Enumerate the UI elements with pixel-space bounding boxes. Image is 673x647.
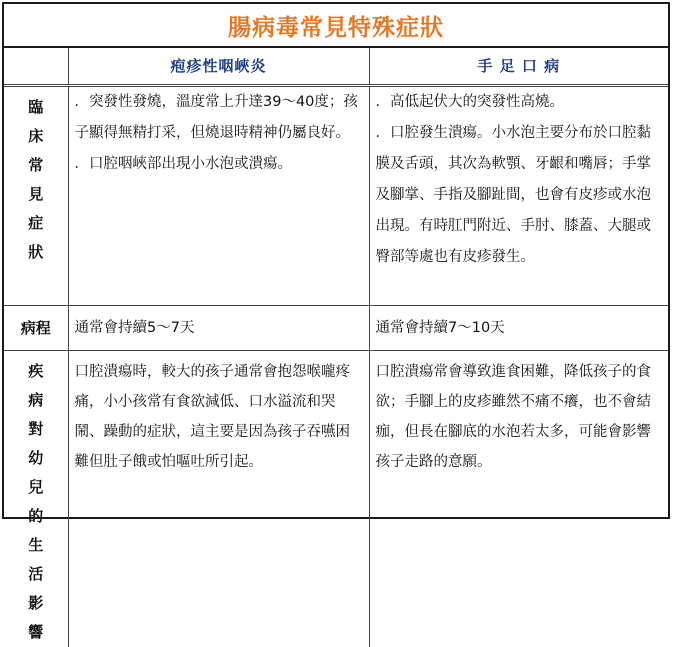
- row-label-impact: [4, 351, 68, 647]
- symptom-table: [4, 48, 668, 647]
- cell-impact-herpangina: 口腔潰瘍時，較大的孩子通常會抱怨喉嚨疼痛，小小孩常有食欲減低、口水溢流和哭鬧、躁動的症狀，這主要是因為孩子吞嚥困難但肚子餓或怕嘔吐所引起。: [68, 351, 369, 647]
- cell-symptoms-herpangina: [68, 86, 369, 306]
- table-row-symptoms: [4, 86, 668, 306]
- corner-cell: [4, 48, 68, 86]
- cell-symptoms-hfmd: [369, 86, 668, 306]
- row-label-symptoms-text: 臨床常見症狀: [26, 93, 46, 267]
- symptom-item: ．高低起伏大的突發性高燒。: [376, 87, 663, 118]
- header-row: [4, 48, 668, 86]
- header-hfmd: 手 足 口 病: [369, 48, 668, 86]
- row-label-impact-text: 疾病對幼兒的生活影響: [26, 357, 46, 647]
- row-label-course: 病程: [4, 306, 68, 351]
- cell-course-herpangina: 通常會持續5～7天: [68, 306, 369, 351]
- header-herpangina: 疱疹性咽峽炎: [68, 48, 369, 86]
- symptom-item: ．口腔咽峽部出現小水泡或潰瘍。: [75, 149, 363, 180]
- table-row-impact: [4, 351, 668, 647]
- table-title: 腸病毒常見特殊症狀: [4, 4, 668, 48]
- table-row-course: [4, 306, 668, 351]
- row-label-symptoms: [4, 86, 68, 306]
- symptom-item: ．突發性發燒，溫度常上升達39～40度；孩子顯得無精打采，但燒退時精神仍屬良好。: [75, 87, 363, 149]
- cell-impact-hfmd: 口腔潰瘍常會導致進食困難，降低孩子的食欲；手腳上的皮疹雖然不痛不癢，也不會結痂，但長在腳底的水泡若太多，可能會影響孩子走路的意願。: [369, 351, 668, 647]
- symptom-item: ．口腔發生潰瘍。小水泡主要分布於口腔黏膜及舌頭，其次為軟顎、牙齦和嘴唇；手掌及腳掌、手指及腳趾間，也會有皮疹或水泡出現。有時肛門附近、手肘、膝蓋、大腿或臀部等處也有皮疹發生。: [376, 118, 663, 273]
- table-frame: [2, 2, 670, 519]
- cell-course-hfmd: 通常會持續7～10天: [369, 306, 668, 351]
